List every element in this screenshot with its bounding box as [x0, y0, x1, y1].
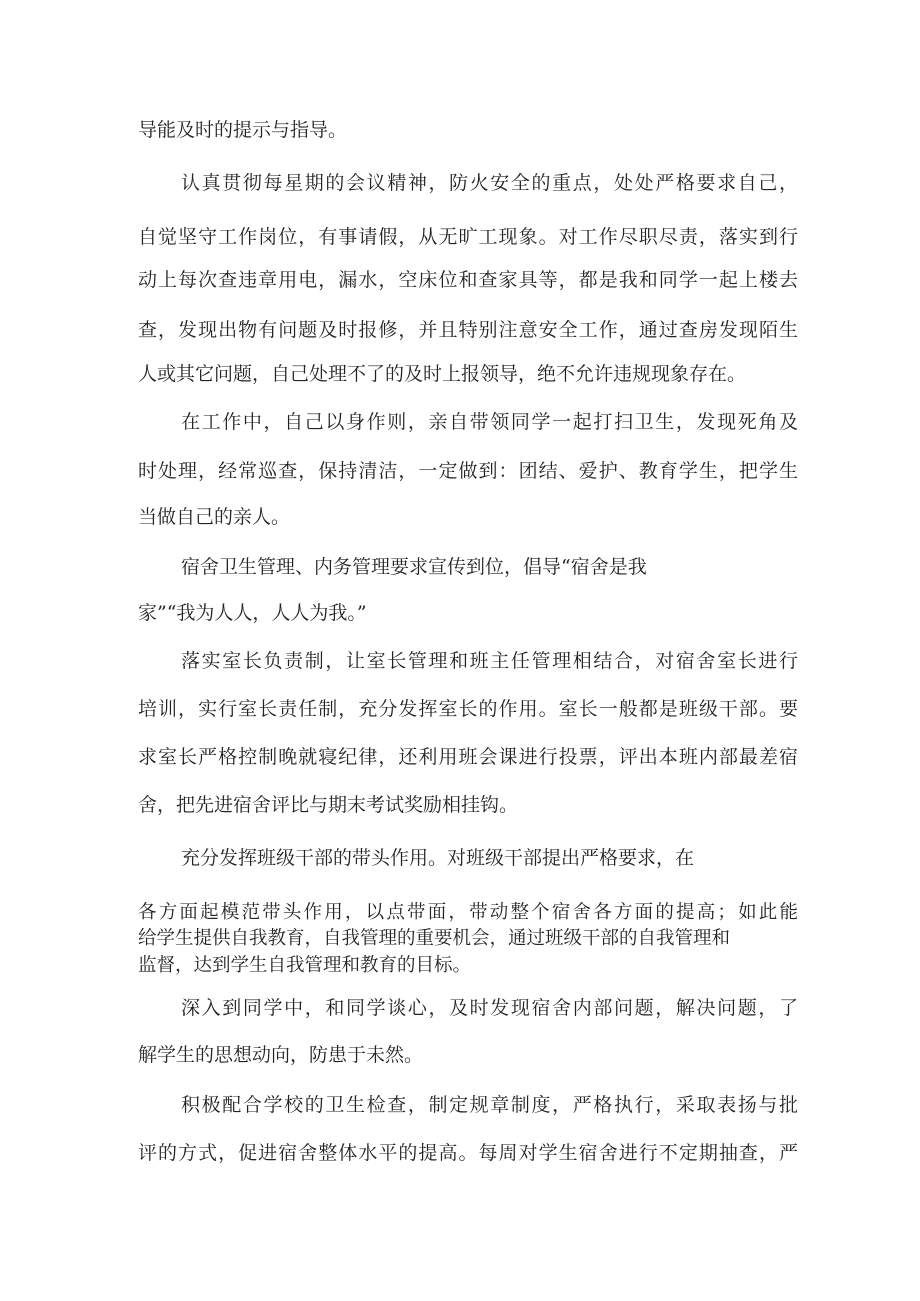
text-line: 当做自己的亲人。: [138, 506, 291, 528]
text-line: 认真贯彻每星期的会议精神，防火安全的重点，处处严格要求自己，: [181, 172, 798, 194]
text-line: 舍，把先进宿舍评比与期末考试奖励相挂钩。: [138, 794, 519, 816]
text-line: 落实室长负责制，让室长管理和班主任管理相结合，对宿舍室长进行: [181, 650, 798, 672]
text-line: 深入到同学中，和同学谈心，及时发现宿舍内部问题，解决问题，了: [181, 997, 798, 1019]
text-line: 培训，实行室长责任制，充分发挥室长的作用。室长一般都是班级干部。要: [138, 698, 798, 720]
text-line: 时处理，经常巡查，保持清洁，一定做到：团结、爱护、教育学生，把学生: [138, 460, 798, 482]
text-line: 监督，达到学生自我管理和教育的目标。: [138, 955, 472, 976]
text-line: 人或其它问题，自己处理不了的及时上报领导，绝不允许违规现象存在。: [138, 363, 747, 385]
text-line: 充分发挥班级干部的带头作用。对班级干部提出严格要求，在: [181, 847, 695, 869]
text-line: 导能及时的提示与指导。: [138, 119, 348, 141]
text-line: 自觉坚守工作岗位，有事请假，从无旷工现象。对工作尽职尽责，落实到行: [138, 226, 798, 248]
text-line: 积极配合学校的卫生检查，制定规章制度，严格执行，采取表扬与批: [181, 1094, 798, 1116]
text-line: 解学生的思想动向，防患于未然。: [138, 1044, 424, 1066]
text-line: 评的方式，促进宿舍整体水平的提高。每周对学生宿舍进行不定期抽查，严: [138, 1142, 798, 1164]
text-line: 给学生提供自我教育，自我管理的重要机会，通过班级干部的自我管理和: [138, 928, 731, 949]
text-line: 家”“我为人人，人人为我。”: [138, 602, 367, 624]
text-line: 动上每次查违章用电，漏水，空床位和查家具等，都是我和同学一起上楼去: [138, 269, 798, 291]
text-line: 宿舍卫生管理、内务管理要求宣传到位，倡导“宿舍是我: [181, 556, 647, 578]
text-line: 求室长严格控制晚就寝纪律，还利用班会课进行投票，评出本班内部最差宿: [138, 746, 798, 768]
text-line: 各方面起模范带头作用，以点带面，带动整个宿舍各方面的提高；如此能: [138, 902, 798, 923]
text-line: 查，发现出物有问题及时报修，并且特别注意安全工作，通过查房发现陌生: [138, 319, 798, 341]
text-line: 在工作中，自己以身作则，亲自带领同学一起打扫卫生，发现死角及: [181, 411, 798, 433]
